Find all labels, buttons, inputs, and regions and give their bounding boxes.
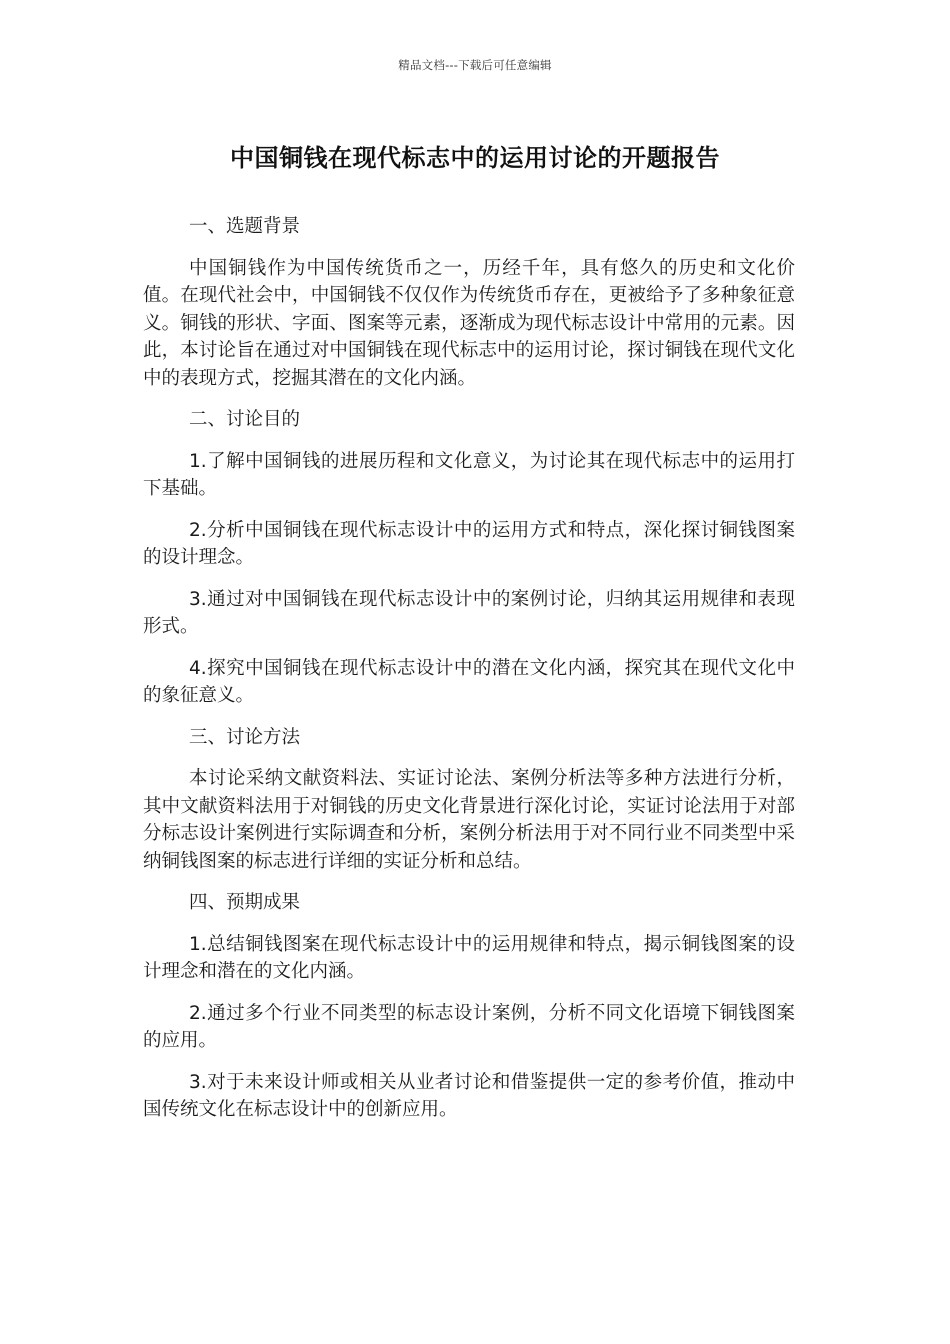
section-heading-outcomes: 四、预期成果 <box>189 892 301 913</box>
list-item: 3.通过对中国铜钱在现代标志设计中的案例讨论，归纳其运用规律和表现形式。 <box>143 588 795 637</box>
paragraph: 本讨论采纳文献资料法、实证讨论法、案例分析法等多种方法进行分析，其中文献资料法用于对铜钱的历史文化背景进行深化讨论，实证讨论法用于对部分标志设计案例进行实际调查和分析，案例分析法用于对不同行业不同类型中采纳铜钱图案的标志进行详细的实证分析和总结。 <box>143 768 795 872</box>
page-header-note: 精品文档---下载后可任意编辑 <box>398 58 552 72</box>
list-item: 3.对于未来设计师或相关从业者讨论和借鉴提供一定的参考价值，推动中国传统文化在标志设计中的创新应用。 <box>143 1071 795 1120</box>
list-item: 2.分析中国铜钱在现代标志设计中的运用方式和特点，深化探讨铜钱图案的设计理念。 <box>143 519 795 568</box>
section-heading-purpose: 二、讨论目的 <box>189 409 301 430</box>
document-body <box>143 213 795 1138</box>
list-item: 2.通过多个行业不同类型的标志设计案例，分析不同文化语境下铜钱图案的应用。 <box>143 1002 795 1051</box>
list-item: 1.了解中国铜钱的进展历程和文化意义，为讨论其在现代标志中的运用打下基础。 <box>143 450 795 499</box>
list-item: 4.探究中国铜钱在现代标志设计中的潜在文化内涵，探究其在现代文化中的象征意义。 <box>143 657 795 706</box>
section-heading-method: 三、讨论方法 <box>189 726 301 748</box>
document-title: 中国铜钱在现代标志中的运用讨论的开题报告 <box>230 144 720 172</box>
section-heading-background: 一、选题背景 <box>189 216 301 237</box>
list-item: 1.总结铜钱图案在现代标志设计中的运用规律和特点，揭示铜钱图案的设计理念和潜在的文化内涵。 <box>143 933 795 982</box>
paragraph: 中国铜钱作为中国传统货币之一，历经千年，具有悠久的历史和文化价值。在现代社会中，中国铜钱不仅仅作为传统货币存在，更被给予了多种象征意义。铜钱的形状、字面、图案等元素，逐渐成为现代标志设计中常用的元素。因此，本讨论旨在通过对中国铜钱在现代标志中的运用讨论，探讨铜钱在现代文化中的表现方式，挖掘其潜在的文化内涵。 <box>143 257 795 389</box>
